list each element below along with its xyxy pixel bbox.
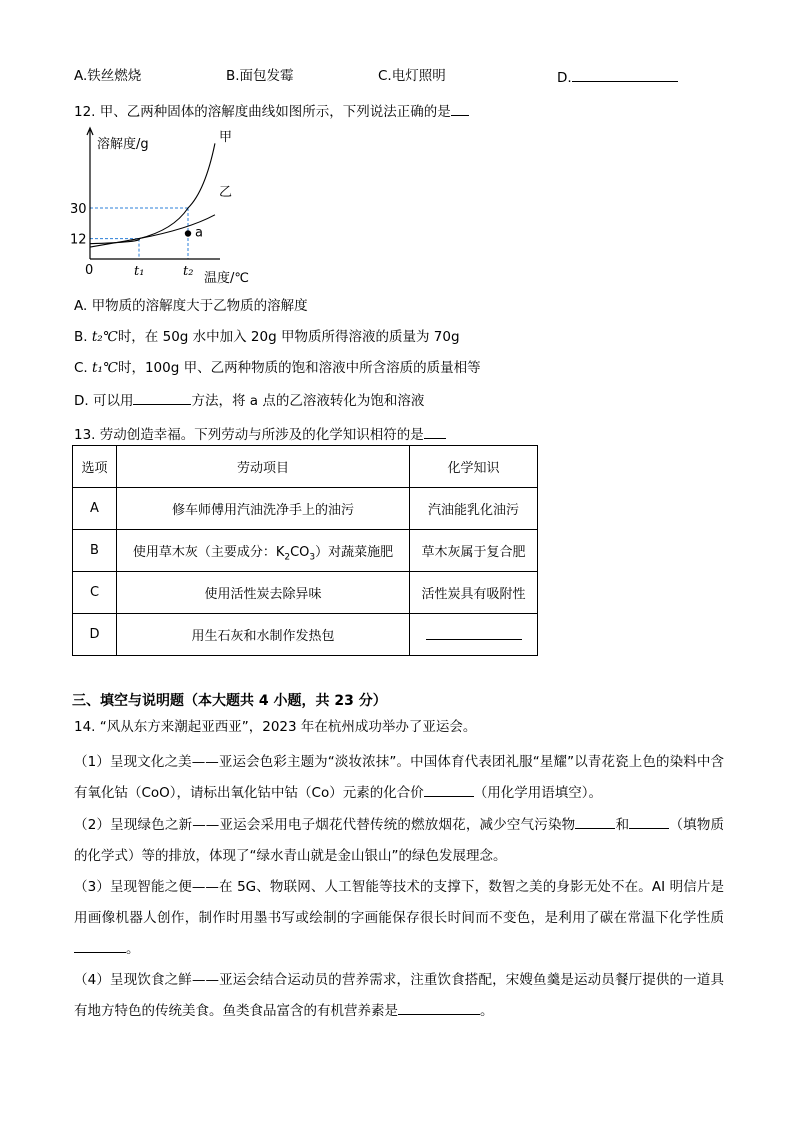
q13-stem-text: 13. 劳动创造幸福。下列劳动与所涉及的化学知识相符的是 bbox=[74, 427, 424, 443]
table-cell-knowledge: 活性炭具有吸附性 bbox=[410, 572, 538, 614]
table-cell-knowledge: 草木灰属于复合肥 bbox=[410, 530, 538, 572]
x-axis-label: 温度/℃ bbox=[204, 271, 249, 286]
q12-option-c-pre: C. bbox=[74, 360, 93, 376]
series-label-jia: 甲 bbox=[219, 130, 233, 145]
table-cell-labor: 修车师傅用汽油洗净手上的油污 bbox=[117, 488, 410, 530]
table-row bbox=[73, 572, 538, 614]
q11-option-d-blank bbox=[572, 67, 678, 82]
q12-option-b-post: 时，在 50g 水中加入 20g 甲物质所得溶液的质量为 70g bbox=[117, 329, 460, 345]
table-row bbox=[73, 614, 538, 656]
table-cell-option: C bbox=[73, 572, 117, 614]
q14-p3-text-b: 。 bbox=[126, 941, 140, 957]
q14-p1-blank bbox=[424, 782, 474, 797]
q14-p2-blank-2 bbox=[629, 814, 669, 829]
table-answer-blank bbox=[426, 625, 522, 640]
q14-p4-text-b: 。 bbox=[480, 1003, 494, 1019]
q12-option-c-t1: t₁℃ bbox=[92, 360, 118, 376]
table-cell-labor: 使用活性炭去除异味 bbox=[117, 572, 410, 614]
q14-part-4 bbox=[74, 965, 724, 1027]
table-cell-knowledge bbox=[410, 614, 538, 656]
q14-p3-blank bbox=[74, 938, 126, 953]
q14-p4-blank bbox=[398, 1000, 480, 1015]
q13-stem bbox=[74, 424, 446, 444]
table-cell-knowledge: 汽油能乳化油污 bbox=[410, 488, 538, 530]
origin-label: 0 bbox=[85, 263, 94, 278]
table-row bbox=[73, 488, 538, 530]
q14-p3-text-a: （3）呈现智能之便——在 5G、物联网、人工智能等技术的支撑下，数智之美的身影无处不在。AI 明信片是用画像机器人创作，制作时用墨书写或绘制的字画能保存很长时间而不变色，是利用了碳在常温下化学性质 bbox=[74, 879, 724, 926]
labor-text-pre: 使用草木灰（主要成分：K bbox=[132, 545, 285, 560]
section-title: 三、填空与说明题（本大题共 4 小题，共 23 分） bbox=[72, 693, 387, 709]
table-cell-option: B bbox=[73, 530, 117, 572]
q13-table bbox=[72, 445, 538, 656]
labor-text-mid: CO bbox=[290, 545, 310, 560]
q12-option-c bbox=[74, 359, 481, 377]
data-point-label-a: a bbox=[195, 225, 203, 241]
q14-p2-blank-1 bbox=[575, 814, 615, 829]
x-tick-label-t2: t₂ bbox=[183, 264, 194, 279]
q14-p1-text-b: （用化学用语填空）。 bbox=[473, 785, 602, 801]
q14-p2-text-c: （填物质的化学式）等的排放，体现了“绿水青山就是金山银山”的绿色发展理念。 bbox=[74, 817, 725, 864]
x-tick-label-t1: t₁ bbox=[134, 264, 145, 279]
q12-option-d-blank bbox=[133, 390, 191, 405]
q12-option-c-post: 时，100g 甲、乙两种物质的饱和溶液中所含溶质的质量相等 bbox=[117, 360, 481, 376]
q14-p4-text-a: （4）呈现饮食之鲜——亚运会结合运动员的营养需求，注重饮食搭配，宋嫂鱼羹是运动员餐厅提供的一道具有地方特色的传统美食。鱼类食品富含的有机营养素是 bbox=[74, 972, 724, 1019]
q14-stem: 14. “风从东方来潮起亚西亚”，2023 年在杭州成功举办了亚运会。 bbox=[74, 719, 477, 735]
q12-stem-text: 12. 甲、乙两种固体的溶解度曲线如图所示，下列说法正确的是 bbox=[74, 104, 451, 120]
q12-option-d-post: 方法，将 a 点的乙溶液转化为饱和溶液 bbox=[191, 393, 425, 409]
table-header-row bbox=[73, 446, 538, 488]
q11-option-d bbox=[557, 67, 678, 87]
data-point-a bbox=[185, 230, 191, 236]
q14-p2-text-a: （2）呈现绿色之新——亚运会采用电子烟花代替传统的燃放烟花，减少空气污染物 bbox=[74, 817, 576, 833]
q11-option-c: C.电灯照明 bbox=[378, 68, 446, 84]
table-cell-labor: 使用草木灰（主要成分：$K_2CO_3$）对蔬菜施肥 bbox=[117, 530, 410, 572]
solubility-chart bbox=[70, 122, 270, 292]
table-header-cell: 化学知识 bbox=[410, 446, 538, 488]
q12-option-b-t2: t₂℃ bbox=[91, 329, 118, 345]
series-label-yi: 乙 bbox=[219, 185, 233, 200]
y-tick-label-30: 30 bbox=[70, 202, 87, 217]
table-header-cell: 劳动项目 bbox=[117, 446, 410, 488]
y-axis-label: 溶解度/g bbox=[97, 137, 149, 152]
q11-option-d-label: D. bbox=[557, 70, 572, 86]
table-row bbox=[73, 530, 538, 572]
q11-option-b: B.面包发霉 bbox=[226, 68, 294, 84]
q14-part-2 bbox=[74, 810, 724, 872]
q14-part-1 bbox=[74, 747, 724, 809]
y-tick-label-12: 12 bbox=[70, 232, 87, 248]
table-header-cell: 选项 bbox=[73, 446, 117, 488]
q13-answer-blank bbox=[424, 424, 446, 439]
q12-answer-blank bbox=[451, 101, 469, 116]
q14-p2-text-b: 和 bbox=[615, 817, 630, 833]
q11-option-a: A.铁丝燃烧 bbox=[74, 68, 142, 84]
table-cell-labor: 用生石灰和水制作发热包 bbox=[117, 614, 410, 656]
q12-option-b-pre: B. bbox=[74, 329, 92, 345]
q14-part-3 bbox=[74, 872, 724, 965]
q12-option-a: A. 甲物质的溶解度大于乙物质的溶解度 bbox=[74, 298, 308, 314]
q14-p1-text-a: （1）呈现文化之美——亚运会色彩主题为“淡妆浓抹”。中国体育代表团礼服“星耀”以青花瓷上色的染料中含有氧化钴（CoO），请标出氧化钴中钴（Co）元素的化合价 bbox=[74, 754, 724, 801]
q12-option-b bbox=[74, 328, 460, 346]
q12-option-d bbox=[74, 390, 424, 410]
q12-option-d-pre: D. 可以用 bbox=[74, 393, 134, 409]
q12-stem bbox=[74, 101, 469, 121]
table-cell-option: A bbox=[73, 488, 117, 530]
table-cell-option: D bbox=[73, 614, 117, 656]
labor-text-post: ）对蔬菜施肥 bbox=[315, 545, 394, 560]
